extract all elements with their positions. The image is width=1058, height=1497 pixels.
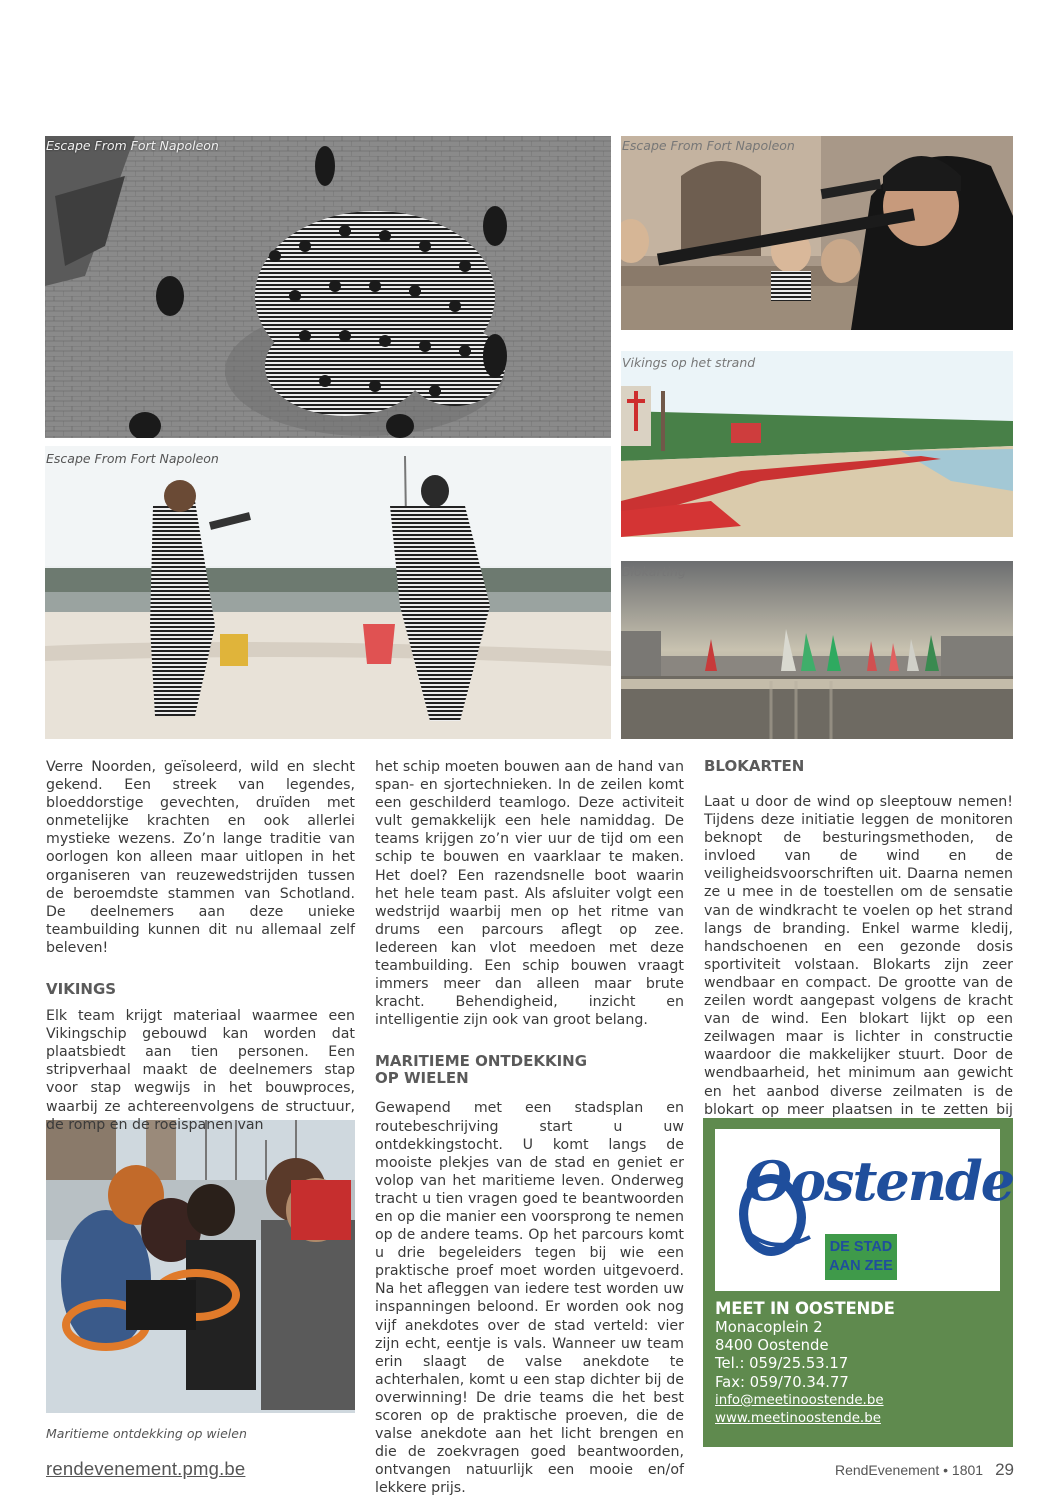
photo-fort-aerial [45, 136, 611, 438]
photo-vikings-caption: Vikings op het strand [622, 355, 756, 370]
contact-fax: Fax: 059/70.34.77 [715, 1373, 849, 1391]
oostende-logo [715, 1129, 1014, 1291]
column-2 [375, 758, 684, 1497]
maritiem-paragraph: Gewapend met een stadsplan en routebeschrijving start u uw ontdekkingstocht. U komt langs de mooiste plekjes van de stad en geniet er volop van het maritieme leven. Onderweg tracht u tien vragen goed te beantwoorden en op die manier een voorsprong te nemen op de andere teams. Op het parcours komt u drie begeleiders tegen bij wie een praktische proef moet worden uitgevoerd. Na het afleggen van iedere test worden uw inspanningen beloond. Er worden ook nog vijf anekdotes over de stad verteld: vier zijn echt, eentje is vals. Wanneer uw team erin slaagt de valse anekdote te achterhalen, komt u een stap dichter bij de overwinning! De drie teams die het best scoren op de praktische proeven, die de valse anekdote aan het licht brengen en die de zoekvragen goed beantwoorden, ontvangen natuurlijk een mooie en/of lekkere prijs. [375, 1100, 684, 1497]
photo-fort-beach [45, 446, 611, 739]
intro-paragraph: Verre Noorden, geïsoleerd, wild en slecht gekend. Een streek van legendes, bloeddorstige gevechten, druïden met onmetelijke krachten en ook allerlei mystieke wezens. Zo’n lange traditie van oorlogen kon alleen maar uitlopen in het organiseren van reuzewedstrijden tussen de beroemdste stammen van Schotland. De deelnemers aan deze unieke teambuilding kunnen dit nu allemaal zelf beleven! [46, 759, 355, 956]
photo-maritiem [46, 1120, 355, 1413]
photo-maritiem-caption: Maritieme ontdekking op wielen [46, 1426, 247, 1441]
photo-vikings-beach [621, 351, 1013, 537]
maritiem-heading-line1: MARITIEME ONTDEKKING [375, 1052, 588, 1071]
photo-fort-aerial-caption: Escape From Fort Napoleon [46, 138, 219, 153]
vikings-heading: VIKINGS [46, 980, 117, 999]
footer-issue [835, 1460, 1014, 1480]
maritiem-heading [375, 1053, 684, 1087]
footer-site-link[interactable]: rendevenement.pmg.be [46, 1458, 246, 1479]
column-3 [704, 758, 1013, 1137]
blokarten-heading: BLOKARTEN [704, 757, 805, 775]
maritiem-heading-line2: OP WIELEN [375, 1069, 469, 1088]
photo-fort-beach-caption: Escape From Fort Napoleon [46, 451, 219, 466]
column-1 [46, 758, 355, 1134]
footer-issue-label: RendEvenement • 1801 [834, 1462, 984, 1478]
contact-details [715, 1299, 1005, 1428]
contact-box [703, 1118, 1013, 1447]
photo-fort-sniper-caption: Escape From Fort Napoleon [622, 138, 795, 153]
contact-address-line2: 8400 Oostende [715, 1337, 829, 1355]
contact-title: MEET IN OOSTENDE [715, 1299, 895, 1318]
contact-email-link[interactable]: info@meetinoostende.be [715, 1392, 884, 1408]
oostende-logo-word: Oostende [745, 1149, 1014, 1213]
vikings-continued-paragraph: het schip moeten bouwen aan de hand van span- en sjortechnieken. In de zeilen komt een geschilderd teamlogo. Deze activiteit vult gemakkelijk een hele namiddag. De teams krijgen zo’n vier uur de tijd om een schip te bouwen en vaarklaar te maken. Het doel? Een razendsnelle boot waarin het hele team past. Als afsluiter volgt een wedstrijd waarbij men op het ritme van drums een parcours aflegt op zee. Iedereen kan vlot meedoen met deze teambuilding. Een schip bouwen vraagt immers meer dan alleen maar brute kracht. Behendigheid, inzicht en intelligentie zijn ook van groot belang. [375, 759, 684, 1029]
photo-blokarting-caption: Blokarting [622, 564, 686, 579]
photo-fort-sniper [621, 136, 1013, 330]
vikings-paragraph: Elk team krijgt materiaal waarmee een Vikingschip gebouwd kan worden dat plaatsbiedt aan tien personen. Een stripverhaal maakt de deelnemers stap voor stap wegwijs in het bouwproces, waarbij ze achtereenvolgens de structuur, de romp en de roeispanen van [46, 1008, 355, 1133]
contact-address-line1: Monacoplein 2 [715, 1319, 823, 1336]
logo-tag-line1: DE STAD [829, 1239, 893, 1255]
logo-tag-line2: AAN ZEE [829, 1258, 893, 1274]
blokarten-paragraph: Laat u door de wind op sleeptouw nemen! Tijdens deze initiatie leggen de monitoren beknopt de besturingsmethoden, de invloed van de wind en de veiligheidsvoorschriften uit. Daarna nemen ze u mee in de toestellen om de sensatie van de windkracht te voelen op het strand langs de branding. Enkel warme kledij, handschoenen en een gezonde dosis sportiviteit volstaan. Blokarts zijn zeer wendbaar en compact. De grootte van de zeilen wordt aangepast volgens de kracht van de wind. Een blokart lijkt op een zeilwagen maar is lichter in constructie waardoor die makkelijker stuurt. Door de wendbaarheid, het minimum aan gewicht en het aanbod diverse zeilmaten is de blokart op meer plaatsen in te zetten bij [704, 794, 1013, 1118]
page-number: 29 [995, 1460, 1014, 1479]
contact-tel: Tel.: 059/25.53.17 [715, 1355, 849, 1373]
oostende-logo-tag [825, 1234, 897, 1276]
photo-blokarting [621, 561, 1013, 739]
contact-website-link[interactable]: www.meetinoostende.be [715, 1411, 881, 1427]
